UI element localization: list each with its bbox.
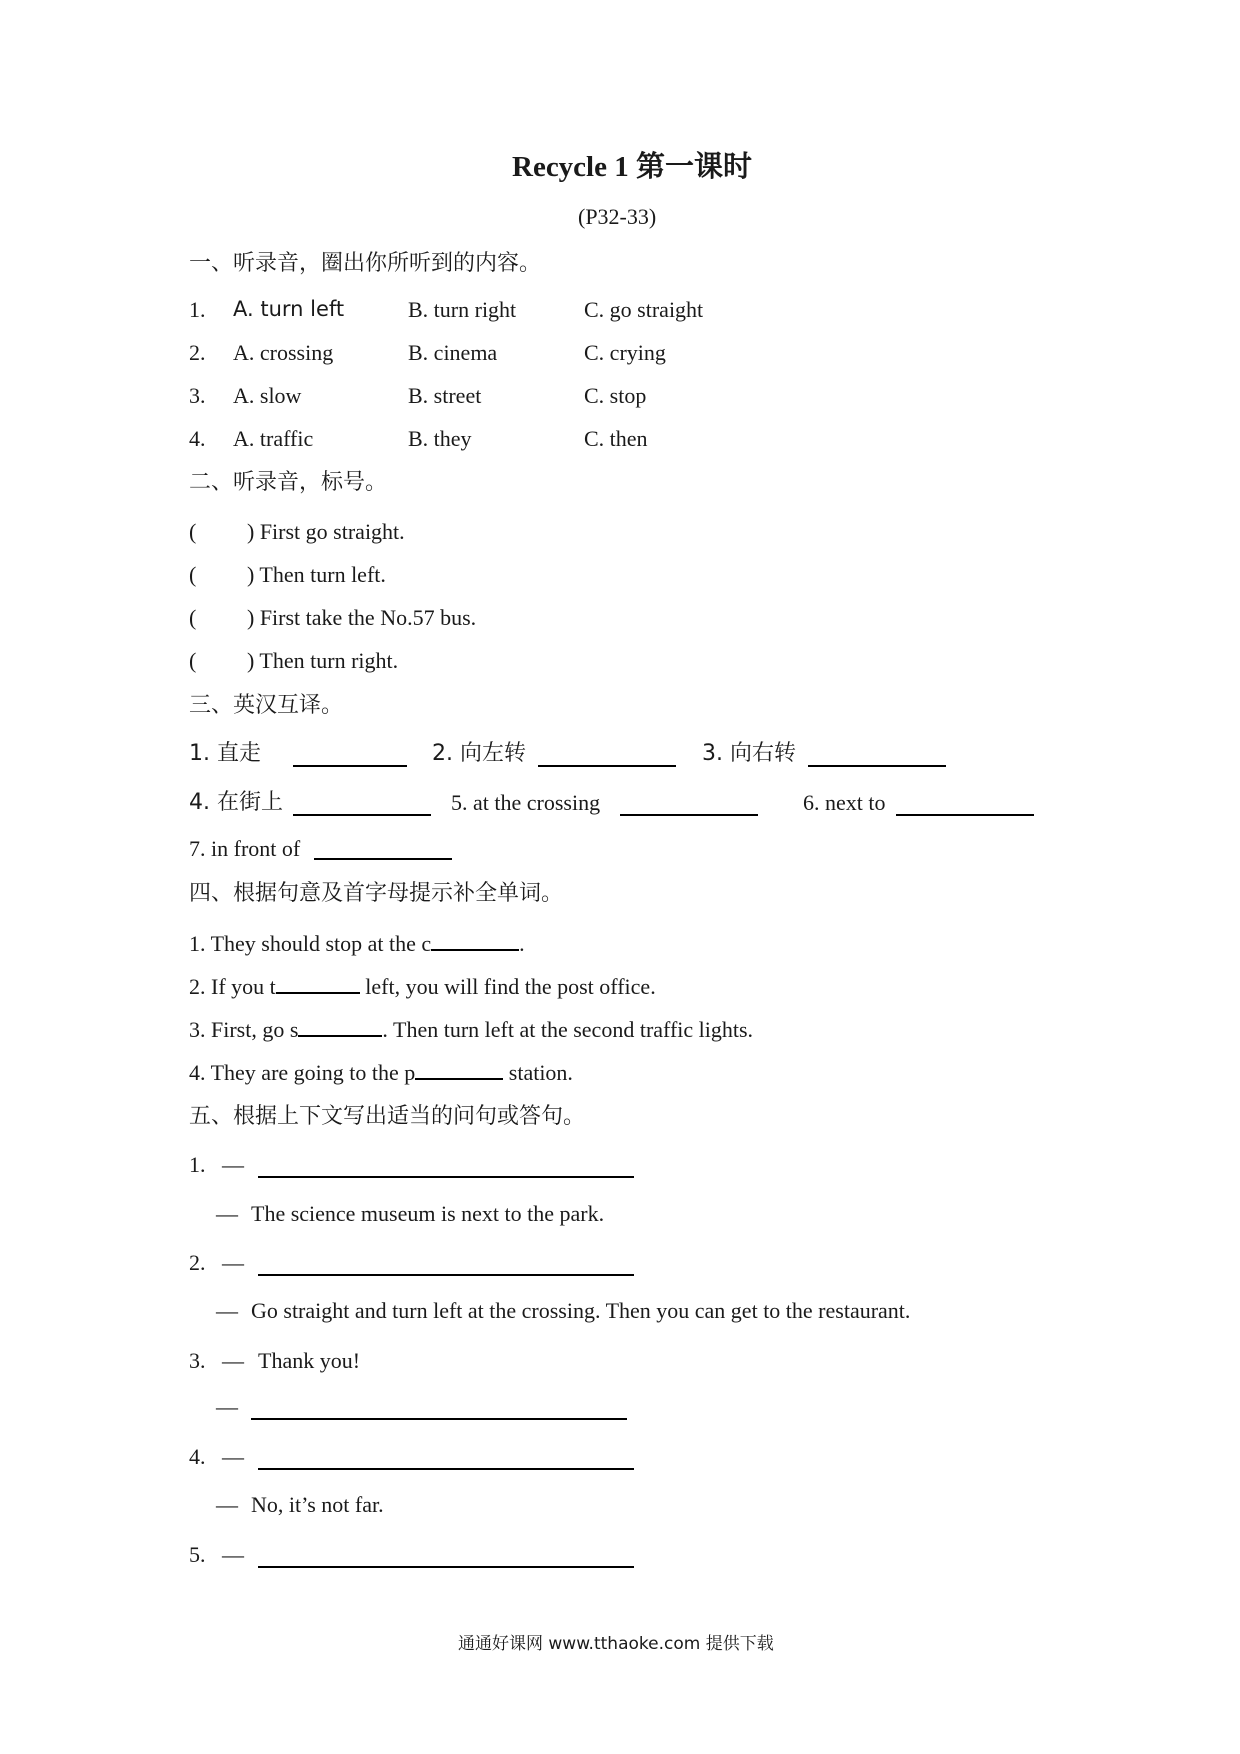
s4-item1: [189, 931, 525, 955]
s3-item3-answer-line[interactable]: [808, 765, 946, 767]
s3-item3-label: 3. 向右转: [702, 741, 796, 766]
s5-item1-number: 1.: [189, 1152, 206, 1177]
s5-item4-dash: —: [222, 1444, 244, 1469]
s3-item4-label: 4. 在街上: [189, 790, 283, 815]
s5-item2-reply-dash: —: [216, 1298, 238, 1323]
s1-item1-option-c: C. go straight: [584, 297, 704, 322]
s5-item2-reply-text: Go straight and turn left at the crossing. Then you can get to the restaurant.: [251, 1298, 911, 1323]
s4-item3-text-after: . Then turn left at the second traffic lights.: [382, 1017, 754, 1042]
s5-item1-reply-text: The science museum is next to the park.: [251, 1201, 605, 1226]
s1-item3-option-c: C. stop: [584, 383, 647, 408]
s4-item1-text-before: 1. They should stop at the c: [189, 931, 432, 956]
s2-item2-text: ) Then turn left.: [247, 562, 386, 587]
s3-item7-answer-line[interactable]: [314, 858, 452, 860]
s3-item2-answer-line[interactable]: [538, 765, 676, 767]
s4-item4-text-after: station.: [503, 1060, 573, 1085]
s1-item4-number: 4.: [189, 426, 206, 451]
s5-item3-reply-dash: —: [216, 1394, 238, 1419]
s2-item4-paren: (: [189, 648, 197, 673]
s1-item3-option-a: A. slow: [233, 383, 302, 408]
s2-item1-text: ) First go straight.: [247, 519, 405, 544]
s3-item2-label: 2. 向左转: [432, 741, 526, 766]
s5-item4-reply-dash: —: [216, 1492, 238, 1517]
s1-item1-number: 1.: [189, 297, 206, 322]
s4-item4-blank[interactable]: [415, 1060, 503, 1080]
s4-item4: [189, 1060, 573, 1084]
s4-item2-blank[interactable]: [276, 974, 360, 994]
section5-heading: 五、根据上下文写出适当的问句或答句。: [189, 1104, 586, 1129]
s1-item4-option-a: A. traffic: [233, 426, 314, 451]
s4-item1-blank[interactable]: [431, 931, 519, 951]
s5-item4-number: 4.: [189, 1444, 206, 1469]
s4-item2: [189, 974, 656, 998]
s3-item1-label: 1. 直走: [189, 741, 261, 766]
s5-item4-answer-line[interactable]: [258, 1468, 634, 1470]
s4-item2-text-after: left, you will find the post office.: [359, 974, 656, 999]
s2-item4-text: ) Then turn right.: [247, 648, 399, 673]
s1-item2-option-b: B. cinema: [408, 340, 498, 365]
page-subtitle: (P32-33): [578, 204, 657, 229]
section4-heading: 四、根据句意及首字母提示补全单词。: [189, 881, 564, 906]
s3-item1-answer-line[interactable]: [293, 765, 407, 767]
s5-item1-answer-line[interactable]: [258, 1176, 634, 1178]
s5-item1-dash: —: [222, 1152, 244, 1177]
s3-item5-answer-line[interactable]: [620, 814, 758, 816]
s1-item3-option-b: B. street: [408, 383, 482, 408]
s5-item2-answer-line[interactable]: [258, 1274, 634, 1276]
s1-item2-option-c: C. crying: [584, 340, 666, 365]
section2-heading: 二、听录音，标号。: [189, 470, 388, 495]
s5-item3-number: 3.: [189, 1348, 206, 1373]
s1-item1-option-b: B. turn right: [408, 297, 517, 322]
s1-item1-option-a: A. turn left: [233, 297, 345, 321]
s5-item4-reply-text: No, it’s not far.: [251, 1492, 384, 1517]
s1-item4-option-b: B. they: [408, 426, 472, 451]
s2-item2-paren: (: [189, 562, 197, 587]
s4-item2-text-before: 2. If you t: [189, 974, 276, 999]
s5-item5-answer-line[interactable]: [258, 1566, 634, 1568]
s3-item4-answer-line[interactable]: [293, 814, 431, 816]
s5-item5-number: 5.: [189, 1542, 206, 1567]
s5-item5-dash: —: [222, 1542, 244, 1567]
section3-heading: 三、英汉互译。: [189, 693, 344, 718]
s2-item1-paren: (: [189, 519, 197, 544]
s4-item3: [189, 1017, 753, 1041]
s3-item5-label: 5. at the crossing: [451, 790, 601, 815]
section1-heading: 一、听录音，圈出你所听到的内容。: [189, 251, 542, 276]
s1-item2-number: 2.: [189, 340, 206, 365]
s5-item1-reply-dash: —: [216, 1201, 238, 1226]
s3-item7-label: 7. in front of: [189, 836, 301, 861]
s5-item2-number: 2.: [189, 1250, 206, 1275]
s3-item6-answer-line[interactable]: [896, 814, 1034, 816]
s1-item3-number: 3.: [189, 383, 206, 408]
page-title: Recycle 1 第一课时: [512, 151, 752, 183]
s4-item4-text-before: 4. They are going to the p: [189, 1060, 416, 1085]
s5-item3-dash: —: [222, 1348, 244, 1373]
s4-item3-text-before: 3. First, go s: [189, 1017, 299, 1042]
s5-item2-dash: —: [222, 1250, 244, 1275]
s4-item3-blank[interactable]: [298, 1017, 382, 1037]
s4-item1-text-after: .: [519, 931, 525, 956]
s2-item3-paren: (: [189, 605, 197, 630]
s5-item3-answer-line[interactable]: [251, 1418, 627, 1420]
s5-item3-prompt-text: Thank you!: [258, 1348, 361, 1373]
s1-item2-option-a: A. crossing: [233, 340, 334, 365]
footer-download-note: 通通好课网 www.tthaoke.com 提供下载: [458, 1634, 774, 1654]
s1-item4-option-c: C. then: [584, 426, 648, 451]
s3-item6-label: 6. next to: [803, 790, 886, 815]
s2-item3-text: ) First take the No.57 bus.: [247, 605, 477, 630]
